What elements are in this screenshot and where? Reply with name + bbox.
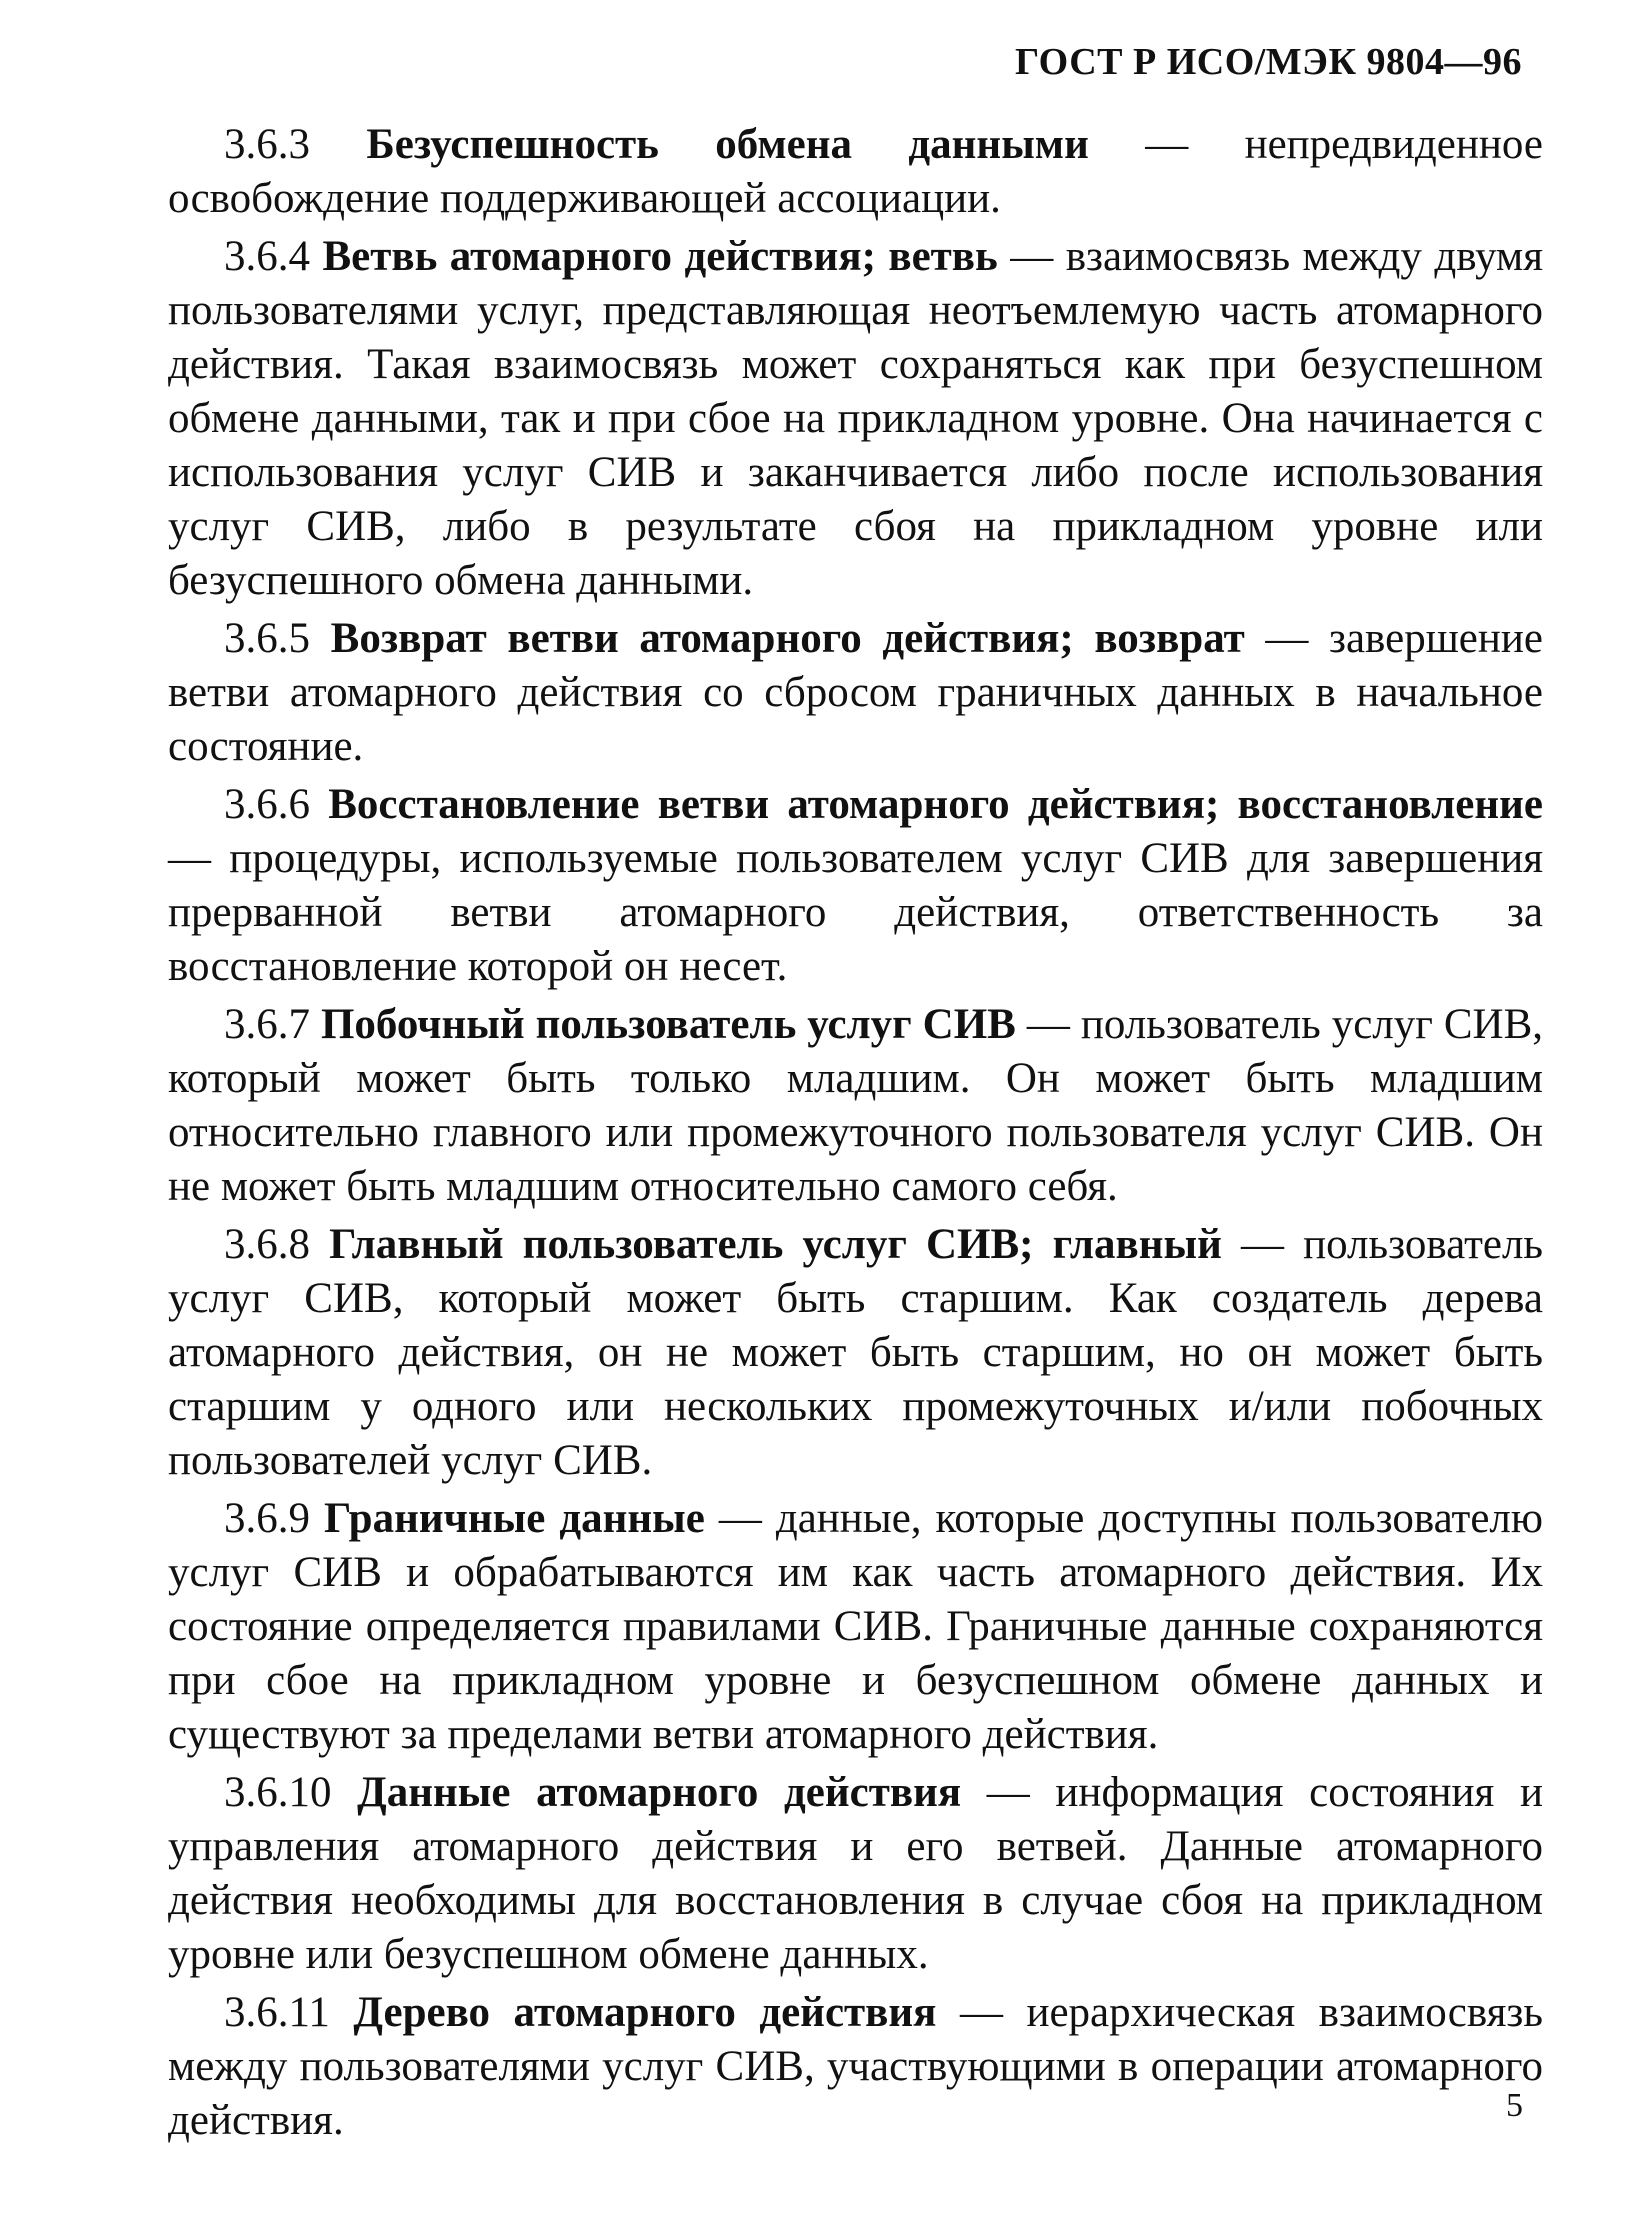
definition-3-6-8: [168, 1218, 1543, 1488]
definition-3-6-4: [168, 230, 1543, 608]
definition-3-6-9: [168, 1492, 1543, 1762]
definition-3-6-10: [168, 1766, 1543, 1982]
definition-text: — процедуры, используемые пользователем услуг СИВ для завершения прерванной ветви атомарного действия, ответственность за восстановление которой он несет.: [168, 835, 1543, 990]
definition-number: 3.6.3: [224, 121, 310, 168]
definition-text: — завершение ветви атомарного действия со сбросом граничных данных в начальное состояние.: [168, 615, 1544, 770]
definition-text: — взаимосвязь между двумя пользователями услуг, представляющая неотъемлемую часть атомарного действия. Такая взаимосвязь может сохраняться как при безуспешном обмене данными, так и при сбое на прикладном уровне. Она начинается с использования услуг СИВ и заканчивается либо после использования услуг СИВ, либо в результате сбоя на прикладном уровне или безуспешного обмена данными.: [168, 233, 1544, 604]
definition-number: 3.6.10: [224, 1769, 332, 1816]
definition-text: — иерархическая взаимосвязь между пользователями услуг СИВ, участвующими в операции атомарного действия.: [168, 1989, 1543, 2144]
document-body: [168, 118, 1543, 2152]
page-header: ГОСТ Р ИСО/МЭК 9804—96: [1014, 41, 1522, 83]
definition-term: Ветвь атомарного действия; ветвь: [322, 233, 998, 280]
definition-number: 3.6.4: [224, 233, 310, 280]
definition-number: 3.6.9: [224, 1495, 310, 1542]
definition-number: 3.6.5: [224, 615, 310, 662]
definition-text: — пользователь услуг СИВ, который может быть старшим. Как создатель дерева атомарного действия, он не может быть старшим, но он может быть старшим у одного или нескольких промежуточных и/или побочных пользователей услуг СИВ.: [168, 1221, 1544, 1484]
definition-text: — пользователь услуг СИВ, который может быть только младшим. Он может быть младшим относительно главного или промежуточного пользователя услуг СИВ. Он не может быть младшим относительно самого себя.: [168, 1001, 1544, 1210]
definition-term: Главный пользователь услуг СИВ; главный: [329, 1221, 1222, 1268]
definition-number: 3.6.8: [224, 1221, 310, 1268]
definition-term: Данные атомарного действия: [357, 1769, 962, 1816]
definition-term: Побочный пользователь услуг СИВ: [320, 1001, 1016, 1048]
definition-3-6-5: [168, 612, 1543, 774]
definition-text: — данные, которые доступны пользователю услуг СИВ и обрабатываются им как часть атомарного действия. Их состояние определяется правилами СИВ. Граничные данные сохраняются при сбое на прикладном уровне и безуспешном обмене данных и существуют за пределами ветви атомарного действия.: [168, 1495, 1543, 1758]
definition-3-6-3: [168, 118, 1543, 226]
definition-term: Граничные данные: [324, 1495, 705, 1542]
page-number: 5: [1506, 2087, 1523, 2124]
definition-text: — информация состояния и управления атомарного действия и его ветвей. Данные атомарного действия необходимы для восстановления в случае сбоя на прикладном уровне или безуспешном обмене данных.: [168, 1769, 1544, 1978]
definition-term: Восстановление ветви атомарного действия; восстановление: [328, 781, 1543, 828]
definition-term: Возврат ветви атомарного действия; возврат: [330, 615, 1245, 662]
definition-3-6-11: [168, 1986, 1543, 2148]
definition-number: 3.6.7: [224, 1001, 310, 1048]
definition-number: 3.6.11: [224, 1989, 330, 2036]
definition-3-6-6: [168, 778, 1543, 994]
definition-3-6-7: [168, 998, 1543, 1214]
definition-term: Безуспешность обмена данными: [366, 121, 1089, 168]
definition-number: 3.6.6: [224, 781, 310, 828]
definition-term: Дерево атомарного действия: [353, 1989, 937, 2036]
definition-text: — непредвиденное освобождение поддерживающей ассоциации.: [168, 121, 1543, 222]
